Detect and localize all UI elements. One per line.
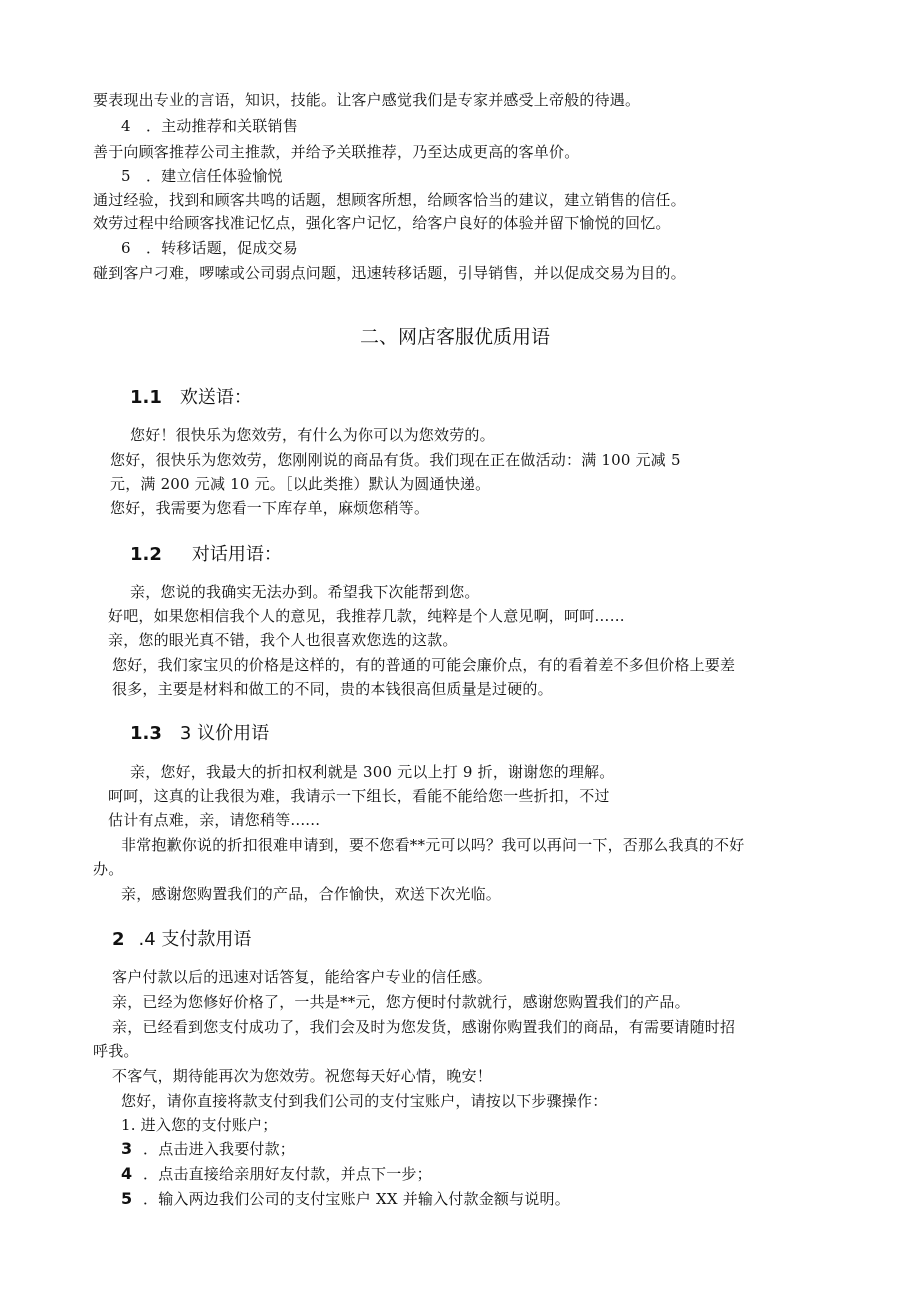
- heading-number: 1.2: [130, 544, 162, 565]
- item-5-text-2: 效劳过程中给顾客找准记忆点，强化客户记忆，给客户良好的体验并留下愉悦的回忆。: [93, 214, 671, 232]
- payment-step-5: [121, 1189, 570, 1209]
- dialog-line-2: 好吧，如果您相信我个人的意见，我推荐几款，纯粹是个人意见啊，呵呵……: [108, 607, 625, 625]
- payment-line-2: 亲，已经为您修好价格了，一共是**元，您方便时付款就行，感谢您购置我们的产品。: [112, 993, 690, 1011]
- welcome-line-4: 您好，我需要为您看一下库存单，麻烦您稍等。: [110, 499, 430, 517]
- heading-text: .4 支付款用语: [138, 929, 252, 950]
- step-text: ．点击进入我要付款；: [143, 1140, 296, 1158]
- heading-1-3: [130, 722, 269, 746]
- payment-step-1: 1. 进入您的支付账户；: [121, 1116, 278, 1134]
- welcome-line-1: 您好！很快乐为您效劳，有什么为你可以为您效劳的。: [130, 426, 495, 444]
- intro-line: 要表现出专业的言语，知识，技能。让客户感觉我们是专家并感受上帝般的待遇。: [93, 91, 641, 109]
- payment-step-4: [121, 1164, 432, 1184]
- item-4-title: 4 ．主动推荐和关联销售: [121, 117, 298, 135]
- step-text: ．输入两边我们公司的支付宝账户 XX 并输入付款金额与说明。: [143, 1190, 570, 1208]
- step-number: 4: [121, 1164, 133, 1183]
- payment-step-3: [121, 1139, 295, 1159]
- heading-text: 欢送语：: [179, 387, 252, 408]
- bargain-line-5: 办。: [93, 860, 124, 878]
- section-title: 二、网店客服优质用语: [360, 326, 551, 348]
- welcome-line-3: 元，满 200 元减 10 元。［以此类推）默认为圆通快递。: [110, 475, 491, 493]
- item-6-text: 碰到客户刁难，啰嗦或公司弱点问题，迅速转移话题，引导销售，并以促成交易为目的。: [93, 264, 686, 282]
- item-5-text-1: 通过经验，找到和顾客共鸣的话题，想顾客所想，给顾客恰当的建议，建立销售的信任。: [93, 191, 686, 209]
- bargain-line-4: 非常抱歉你说的折扣很难申请到，要不您看**元可以吗？我可以再问一下，否那么我真的不好: [121, 836, 745, 854]
- heading-number: 2: [112, 929, 125, 950]
- payment-line-5: 不客气，期待能再次为您效劳。祝您每天好心情，晚安！: [112, 1067, 493, 1085]
- item-4-text: 善于向顾客推荐公司主推款，并给予关联推荐，乃至达成更高的客单价。: [93, 143, 580, 161]
- payment-line-3: 亲，已经看到您支付成功了，我们会及时为您发货，感谢你购置我们的商品，有需要请随时招: [112, 1018, 736, 1036]
- heading-1-2: [130, 543, 282, 567]
- bargain-line-3: 估计有点难，亲，请您稍等......: [108, 811, 321, 829]
- bargain-line-6: 亲，感谢您购置我们的产品，合作愉快，欢送下次光临。: [121, 885, 502, 903]
- step-number: 3: [121, 1139, 133, 1158]
- heading-number: 1.3: [130, 723, 162, 744]
- heading-text: 3 议价用语: [179, 723, 270, 744]
- dialog-line-4: 您好，我们家宝贝的价格是这样的，有的普通的可能会廉价点，有的看着差不多但价格上要差: [112, 656, 736, 674]
- welcome-line-2: 您好，很快乐为您效劳，您刚刚说的商品有货。我们现在正在做活动：满 100 元减 5: [110, 451, 681, 469]
- dialog-line-3: 亲，您的眼光真不错，我个人也很喜欢您选的这款。: [108, 631, 458, 649]
- item-6-title: 6 ．转移话题，促成交易: [121, 239, 298, 257]
- step-text: ．点击直接给亲朋好友付款，并点下一步；: [143, 1165, 432, 1183]
- heading-text: 对话用语：: [191, 544, 282, 565]
- payment-line-1: 客户付款以后的迅速对话答复，能给客户专业的信任感。: [112, 968, 493, 986]
- dialog-line-1: 亲，您说的我确实无法办到。希望我下次能帮到您。: [130, 583, 480, 601]
- heading-1-1: [130, 386, 252, 410]
- payment-line-4: 呼我。: [93, 1042, 139, 1060]
- step-number: 5: [121, 1189, 133, 1208]
- dialog-line-5: 很多，主要是材料和做工的不同，贵的本钱很高但质量是过硬的。: [112, 680, 553, 698]
- heading-number: 1.1: [130, 387, 162, 408]
- heading-2-4: [112, 928, 251, 952]
- bargain-line-2: 呵呵，这真的让我很为难，我请示一下组长，看能不能给您一些折扣，不过: [108, 787, 610, 805]
- payment-line-6: 您好，请你直接将款支付到我们公司的支付宝账户，请按以下步骤操作：: [121, 1092, 608, 1110]
- item-5-title: 5 ．建立信任体验愉悦: [121, 167, 283, 185]
- bargain-line-1: 亲，您好，我最大的折扣权利就是 300 元以上打 9 折，谢谢您的理解。: [130, 763, 615, 781]
